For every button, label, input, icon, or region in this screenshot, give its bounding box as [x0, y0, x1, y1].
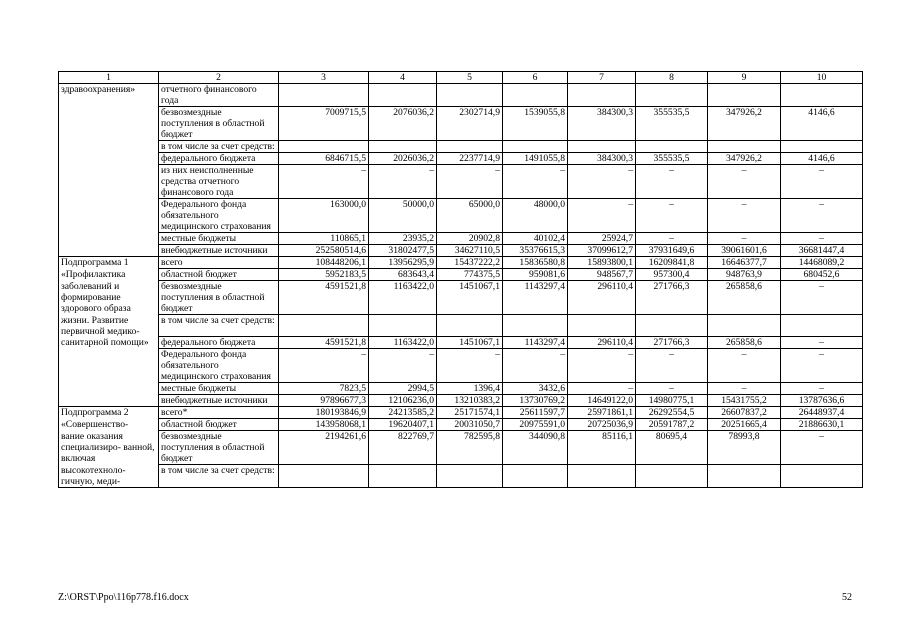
value-cell: 20591787,2 [636, 419, 708, 431]
value-cell: 1143297,4 [503, 337, 568, 349]
program-name-cell [59, 233, 159, 245]
value-cell: 355535,5 [636, 107, 708, 141]
value-cell [708, 315, 781, 337]
table-row [59, 153, 863, 165]
value-cell: 1163422,0 [369, 281, 437, 315]
program-name-cell: жизни. Развитие первичной медико- [59, 315, 159, 337]
value-cell: 680452,6 [781, 269, 863, 281]
value-cell: 143958068,1 [279, 419, 369, 431]
value-cell [636, 141, 708, 153]
value-cell: 37099612,7 [568, 245, 636, 257]
value-cell: – [636, 349, 708, 383]
header-cell: 9 [708, 72, 781, 84]
table-row [59, 141, 863, 153]
value-cell: 7823,5 [279, 383, 369, 395]
header-cell: 7 [568, 72, 636, 84]
funding-source-cell: федерального бюджета [159, 153, 279, 165]
value-cell: 271766,3 [636, 281, 708, 315]
value-cell [636, 465, 708, 488]
value-cell: 13730769,2 [503, 395, 568, 407]
value-cell: 80695,4 [636, 431, 708, 465]
table-row [59, 383, 863, 395]
program-name-cell: заболеваний и формирование здорового образа [59, 281, 159, 315]
program-name-cell: санитарной помощи» [59, 337, 159, 349]
value-cell: 5952183,5 [279, 269, 369, 281]
table-row [59, 165, 863, 199]
header-cell: 8 [636, 72, 708, 84]
value-cell: 16209841,8 [636, 257, 708, 269]
value-cell: – [568, 199, 636, 233]
program-name-cell: «Профилактика [59, 269, 159, 281]
value-cell [437, 84, 503, 107]
value-cell: 1396,4 [437, 383, 503, 395]
value-cell: 4146,6 [781, 107, 863, 141]
value-cell: 948763,9 [708, 269, 781, 281]
value-cell: – [568, 165, 636, 199]
value-cell: – [636, 199, 708, 233]
value-cell [437, 141, 503, 153]
value-cell: 271766,3 [636, 337, 708, 349]
value-cell: 384300,3 [568, 107, 636, 141]
value-cell [369, 465, 437, 488]
value-cell: 20251665,4 [708, 419, 781, 431]
value-cell [503, 84, 568, 107]
value-cell: – [437, 165, 503, 199]
value-cell: 2194261,6 [279, 431, 369, 465]
program-name-cell: Подпрограмма 1 [59, 257, 159, 269]
program-name-cell: здравоохранения» [59, 84, 159, 107]
table-row [59, 245, 863, 257]
funding-source-cell: местные бюджеты [159, 233, 279, 245]
funding-source-cell: безвозмездные поступления в областной бюджет [159, 431, 279, 465]
value-cell: 36681447,4 [781, 245, 863, 257]
value-cell [279, 465, 369, 488]
value-cell: 26292554,5 [636, 407, 708, 419]
funding-source-cell: в том числе за счет средств: [159, 465, 279, 488]
value-cell [781, 465, 863, 488]
value-cell: 14980775,1 [636, 395, 708, 407]
value-cell: 959081,6 [503, 269, 568, 281]
table-row [59, 315, 863, 337]
value-cell: 20902,8 [437, 233, 503, 245]
value-cell [369, 84, 437, 107]
value-cell: 78993,8 [708, 431, 781, 465]
value-cell: 822769,7 [369, 431, 437, 465]
value-cell: 180193846,9 [279, 407, 369, 419]
program-name-cell [59, 245, 159, 257]
program-name-cell [59, 141, 159, 153]
value-cell: 4146,6 [781, 153, 863, 165]
value-cell: – [708, 199, 781, 233]
value-cell: 1163422,0 [369, 337, 437, 349]
value-cell [279, 84, 369, 107]
header-cell: 4 [369, 72, 437, 84]
program-name-cell: вание оказания специализиро- ванной, включая [59, 431, 159, 465]
value-cell [781, 84, 863, 107]
value-cell: – [781, 349, 863, 383]
value-cell: 782595,8 [437, 431, 503, 465]
funding-source-cell: местные бюджеты [159, 383, 279, 395]
value-cell: 265858,6 [708, 281, 781, 315]
value-cell: – [636, 383, 708, 395]
program-name-cell [59, 153, 159, 165]
value-cell: 34627110,5 [437, 245, 503, 257]
value-cell: 50000,0 [369, 199, 437, 233]
value-cell: 25971861,1 [568, 407, 636, 419]
value-cell: 21886630,1 [781, 419, 863, 431]
program-name-cell [59, 107, 159, 141]
value-cell: – [568, 383, 636, 395]
value-cell: 683643,4 [369, 269, 437, 281]
program-name-cell [59, 383, 159, 395]
value-cell: – [781, 383, 863, 395]
value-cell: 25611597,7 [503, 407, 568, 419]
value-cell: 40102,4 [503, 233, 568, 245]
value-cell [568, 465, 636, 488]
value-cell: 20975591,0 [503, 419, 568, 431]
value-cell: – [279, 165, 369, 199]
program-name-cell [59, 199, 159, 233]
value-cell: 252580514,6 [279, 245, 369, 257]
value-cell: – [636, 165, 708, 199]
table-row [59, 395, 863, 407]
value-cell: 6846715,5 [279, 153, 369, 165]
funding-source-cell: отчетного финансового года [159, 84, 279, 107]
value-cell: 14649122,0 [568, 395, 636, 407]
value-cell: 25171574,1 [437, 407, 503, 419]
value-cell: 948567,7 [568, 269, 636, 281]
program-name-cell: Подпрограмма 2 [59, 407, 159, 419]
program-name-cell: высокотехноло- гичную, меди- [59, 465, 159, 488]
table-row [59, 349, 863, 383]
value-cell: 4591521,8 [279, 337, 369, 349]
program-name-cell: «Совершенство- [59, 419, 159, 431]
value-cell [781, 315, 863, 337]
header-cell: 6 [503, 72, 568, 84]
value-cell: – [781, 281, 863, 315]
value-cell: 3432,6 [503, 383, 568, 395]
funding-source-cell: областной бюджет [159, 419, 279, 431]
value-cell: 39061601,6 [708, 245, 781, 257]
value-cell: 2302714,9 [437, 107, 503, 141]
header-cell: 1 [59, 72, 159, 84]
value-cell: 97896677,3 [279, 395, 369, 407]
value-cell [369, 315, 437, 337]
table-row [59, 407, 863, 419]
value-cell: 2026036,2 [369, 153, 437, 165]
table-row [59, 269, 863, 281]
budget-table [58, 71, 863, 488]
funding-source-cell: федерального бюджета [159, 337, 279, 349]
value-cell: – [708, 165, 781, 199]
file-path: Z:\ORST\Ppo\116p778.f16.docx [58, 592, 189, 603]
value-cell: 110865,1 [279, 233, 369, 245]
value-cell: 15893800,1 [568, 257, 636, 269]
value-cell [708, 141, 781, 153]
value-cell: 15437222,2 [437, 257, 503, 269]
value-cell: 1143297,4 [503, 281, 568, 315]
value-cell: – [369, 165, 437, 199]
value-cell: 25924,7 [568, 233, 636, 245]
value-cell [503, 141, 568, 153]
value-cell [279, 141, 369, 153]
header-cell: 3 [279, 72, 369, 84]
value-cell: 2994,5 [369, 383, 437, 395]
value-cell: 23935,2 [369, 233, 437, 245]
value-cell: – [437, 349, 503, 383]
value-cell: 13787636,6 [781, 395, 863, 407]
value-cell: 1451067,1 [437, 337, 503, 349]
value-cell [279, 315, 369, 337]
funding-source-cell: безвозмездные поступления в областной бюджет [159, 107, 279, 141]
header-cell: 10 [781, 72, 863, 84]
value-cell: 296110,4 [568, 337, 636, 349]
value-cell: 13956295,9 [369, 257, 437, 269]
funding-source-cell: из них неисполненные средства отчетного финансового года [159, 165, 279, 199]
value-cell: 20725036,9 [568, 419, 636, 431]
table-row [59, 337, 863, 349]
value-cell [503, 315, 568, 337]
value-cell: – [636, 233, 708, 245]
value-cell: 48000,0 [503, 199, 568, 233]
value-cell: 65000,0 [437, 199, 503, 233]
value-cell: 26607837,2 [708, 407, 781, 419]
table-row [59, 84, 863, 107]
value-cell [636, 315, 708, 337]
value-cell: 2237714,9 [437, 153, 503, 165]
page-number: 52 [842, 592, 852, 603]
table-row [59, 465, 863, 488]
value-cell: – [503, 165, 568, 199]
funding-source-cell: в том числе за счет средств: [159, 315, 279, 337]
value-cell: 12106236,0 [369, 395, 437, 407]
value-cell [708, 84, 781, 107]
value-cell: – [781, 337, 863, 349]
funding-source-cell: внебюджетные источники [159, 245, 279, 257]
value-cell: 19620407,1 [369, 419, 437, 431]
table-row [59, 233, 863, 245]
funding-source-cell: Федерального фонда обязательного медицинского страхования [159, 349, 279, 383]
value-cell: 31802477,5 [369, 245, 437, 257]
value-cell: 344090,8 [503, 431, 568, 465]
value-cell: – [708, 233, 781, 245]
value-cell: 20031050,7 [437, 419, 503, 431]
value-cell: 14468089,2 [781, 257, 863, 269]
value-cell: 265858,6 [708, 337, 781, 349]
value-cell: – [781, 233, 863, 245]
value-cell: 35376615,3 [503, 245, 568, 257]
value-cell: – [708, 349, 781, 383]
value-cell: 347926,2 [708, 107, 781, 141]
table-row [59, 199, 863, 233]
value-cell: 85116,1 [568, 431, 636, 465]
header-cell: 5 [437, 72, 503, 84]
value-cell: 16646377,7 [708, 257, 781, 269]
value-cell: 957300,4 [636, 269, 708, 281]
table-row [59, 257, 863, 269]
value-cell [708, 465, 781, 488]
value-cell: 774375,5 [437, 269, 503, 281]
value-cell: 24213585,2 [369, 407, 437, 419]
value-cell [437, 315, 503, 337]
value-cell: – [708, 383, 781, 395]
funding-source-cell: областной бюджет [159, 269, 279, 281]
table-row [59, 281, 863, 315]
funding-source-cell: Федерального фонда обязательного медицинского страхования [159, 199, 279, 233]
funding-source-cell: безвозмездные поступления в областной бюджет [159, 281, 279, 315]
value-cell: – [568, 349, 636, 383]
value-cell: 163000,0 [279, 199, 369, 233]
program-name-cell [59, 349, 159, 383]
value-cell: 15431755,2 [708, 395, 781, 407]
value-cell [568, 84, 636, 107]
table-row [59, 419, 863, 431]
value-cell: 13210383,2 [437, 395, 503, 407]
value-cell [781, 141, 863, 153]
value-cell: 1491055,8 [503, 153, 568, 165]
value-cell: 26448937,4 [781, 407, 863, 419]
table-row [59, 431, 863, 465]
program-name-cell [59, 165, 159, 199]
value-cell: 296110,4 [568, 281, 636, 315]
value-cell [437, 465, 503, 488]
value-cell [568, 141, 636, 153]
value-cell: 4591521,8 [279, 281, 369, 315]
funding-source-cell: всего* [159, 407, 279, 419]
value-cell: 384300,3 [568, 153, 636, 165]
value-cell: – [781, 199, 863, 233]
value-cell: 1539055,8 [503, 107, 568, 141]
funding-source-cell: внебюджетные источники [159, 395, 279, 407]
value-cell [503, 465, 568, 488]
value-cell: – [369, 349, 437, 383]
value-cell [568, 315, 636, 337]
program-name-cell [59, 395, 159, 407]
value-cell: 108448206,1 [279, 257, 369, 269]
funding-source-cell: всего [159, 257, 279, 269]
value-cell: 347926,2 [708, 153, 781, 165]
funding-source-cell: в том числе за счет средств: [159, 141, 279, 153]
value-cell: 7009715,5 [279, 107, 369, 141]
value-cell: 1451067,1 [437, 281, 503, 315]
value-cell: – [279, 349, 369, 383]
table-row [59, 107, 863, 141]
value-cell [636, 84, 708, 107]
table-header-row [59, 72, 863, 84]
value-cell: 15836580,8 [503, 257, 568, 269]
value-cell: 37931649,6 [636, 245, 708, 257]
value-cell: – [781, 165, 863, 199]
value-cell: – [781, 431, 863, 465]
header-cell: 2 [159, 72, 279, 84]
value-cell [369, 141, 437, 153]
value-cell: – [503, 349, 568, 383]
value-cell: 2076036,2 [369, 107, 437, 141]
value-cell: 355535,5 [636, 153, 708, 165]
